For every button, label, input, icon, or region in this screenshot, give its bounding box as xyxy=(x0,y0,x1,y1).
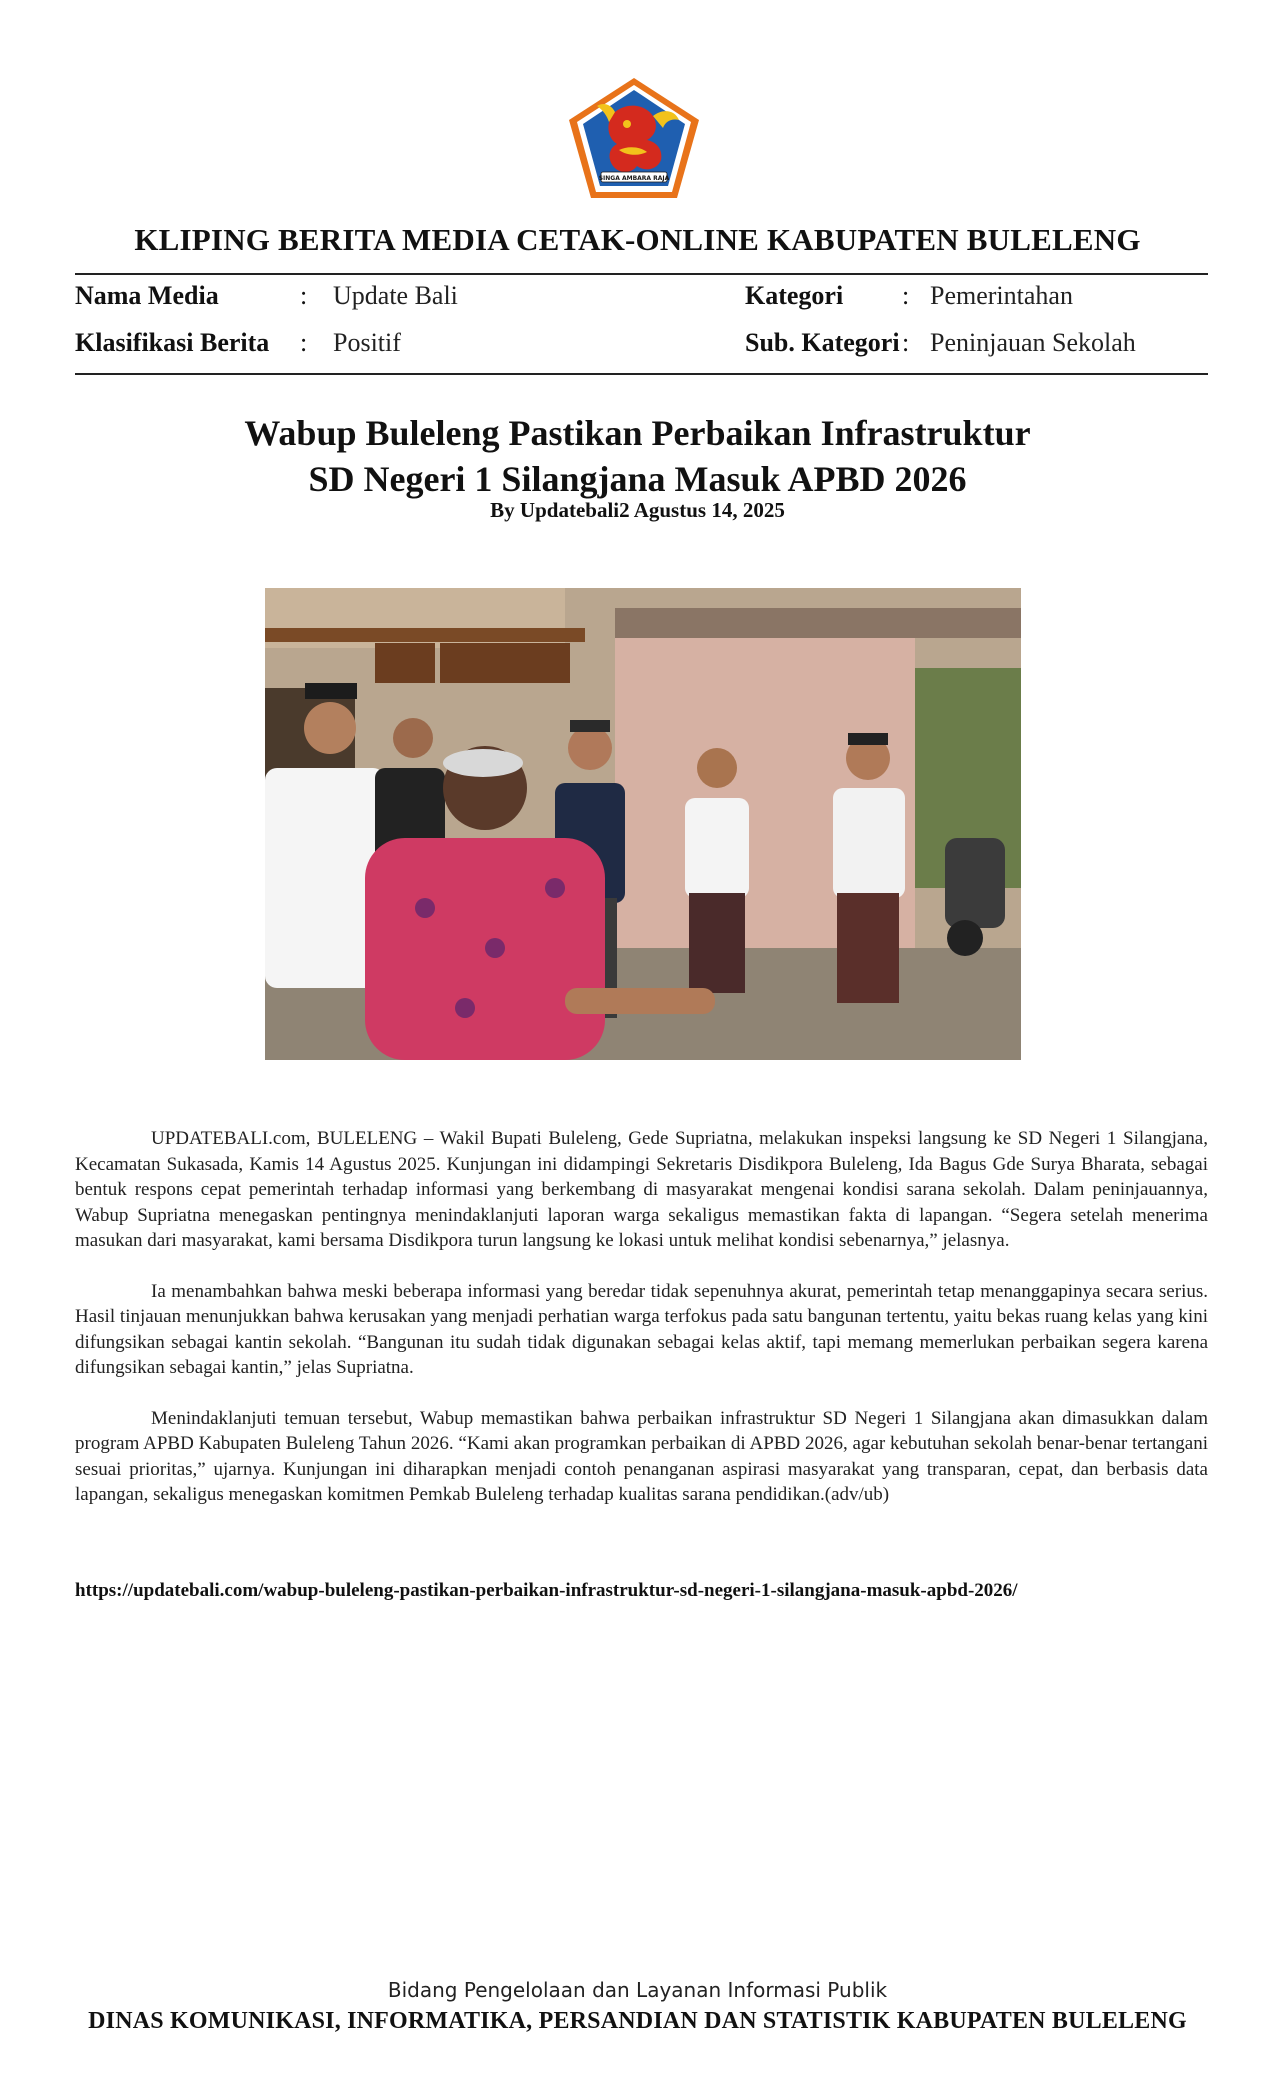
header-divider-bottom xyxy=(75,373,1208,375)
article-byline: By Updatebali2 Agustus 14, 2025 xyxy=(490,498,785,522)
article-photo xyxy=(265,588,1021,1060)
meta-label: Kategori xyxy=(745,281,844,310)
article-paragraph: UPDATEBALI.com, BULELENG – Wakil Bupati Buleleng, Gede Supriatna, melakukan inspeksi langsung ke SD Negeri 1 Silangjana, Kecamatan Sukasada, Kamis 14 Agustus 2025. Kunjungan ini didampingi Sekretaris Disdikpora Buleleng, Ida Bagus Gde Surya Bharata, sebagai bentuk respons cepat pemerintah terhadap informasi yang berkembang di masyarakat mengenai kondisi sarana sekolah. Dalam peninjauannya, Wabup Supriatna menegaskan pentingnya menindaklanjuti laporan warga sekaligus memastikan fakta di lapangan. “Segera setelah menerima masukan dari masyarakat, kami bersama Disdikpora turun langsung ke lokasi untuk melihat kondisi sebenarnya,” jelasnya. xyxy=(75,1128,1208,1251)
article-paragraph: Menindaklanjuti temuan tersebut, Wabup memastikan bahwa perbaikan infrastruktur SD Negeri 1 Silangjana akan dimasukkan dalam program APBD Kabupaten Buleleng Tahun 2026. “Kami akan programkan perbaikan di APBD 2026, agar kebutuhan sekolah benar-benar tertangani sesuai prioritas,” ujarnya. Kunjungan ini diharapkan menjadi contoh penanganan aspirasi masyarakat yang transparan, cepat, dan berbasis data lapangan, sekaligus menegaskan komitmen Pemkab Buleleng terhadap kualitas sarana pendidikan.(adv/ub) xyxy=(75,1407,1208,1505)
headline-line-2: SD Negeri 1 Silangjana Masuk APBD 2026 xyxy=(308,459,967,499)
article-headline xyxy=(0,410,1275,502)
meta-separator: : xyxy=(902,281,910,310)
header-divider-top xyxy=(75,273,1208,275)
article-paragraph: Ia menambahkan bahwa meski beberapa informasi yang beredar tidak sepenuhnya akurat, pemerintah tetap menanggapinya secara serius. Hasil tinjauan menunjukkan bahwa kerusakan yang menjadi perhatian warga terfokus pada satu bangunan tertentu, yaitu bekas ruang kelas yang kini difungsikan sebagai kantin sekolah. “Bangunan itu sudah tidak digunakan sebagai kelas aktif, tapi memang memerlukan perbaikan segera karena difungsikan sebagai kantin,” jelas Supriatna. xyxy=(75,1280,1208,1378)
meta-value: Peninjauan Sekolah xyxy=(930,328,1136,357)
kabupaten-buleleng-emblem xyxy=(567,76,701,200)
article-body xyxy=(75,1126,1208,1533)
meta-value: Pemerintahan xyxy=(930,281,1073,310)
meta-sub-kategori xyxy=(745,328,1205,360)
meta-value: Update Bali xyxy=(333,281,458,310)
meta-label: Nama Media xyxy=(75,281,219,310)
meta-nama-media xyxy=(75,281,635,313)
meta-label: Sub. Kategori xyxy=(745,328,900,357)
meta-value: Positif xyxy=(333,328,401,357)
meta-label: Klasifikasi Berita xyxy=(75,328,270,357)
meta-separator: : xyxy=(902,328,910,357)
meta-kategori xyxy=(745,281,1205,313)
headline-line-1: Wabup Buleleng Pastikan Perbaikan Infrastruktur xyxy=(244,413,1031,453)
article-source-url: https://updatebali.com/wabup-buleleng-pastikan-perbaikan-infrastruktur-sd-negeri-1-silangjana-masuk-apbd-2026/ xyxy=(75,1580,1018,1601)
meta-separator: : xyxy=(300,281,308,310)
footer-subtitle: Bidang Pengelolaan dan Layanan Informasi Publik xyxy=(387,1978,888,2002)
meta-klasifikasi-berita xyxy=(75,328,635,360)
meta-separator: : xyxy=(300,328,308,357)
clipping-header-title: KLIPING BERITA MEDIA CETAK-ONLINE KABUPATEN BULELENG xyxy=(134,222,1141,257)
footer-agency-name: DINAS KOMUNIKASI, INFORMATIKA, PERSANDIAN DAN STATISTIK KABUPATEN BULELENG xyxy=(88,2008,1187,2034)
logo-caption: SINGA AMBARA RAJA xyxy=(598,175,670,182)
